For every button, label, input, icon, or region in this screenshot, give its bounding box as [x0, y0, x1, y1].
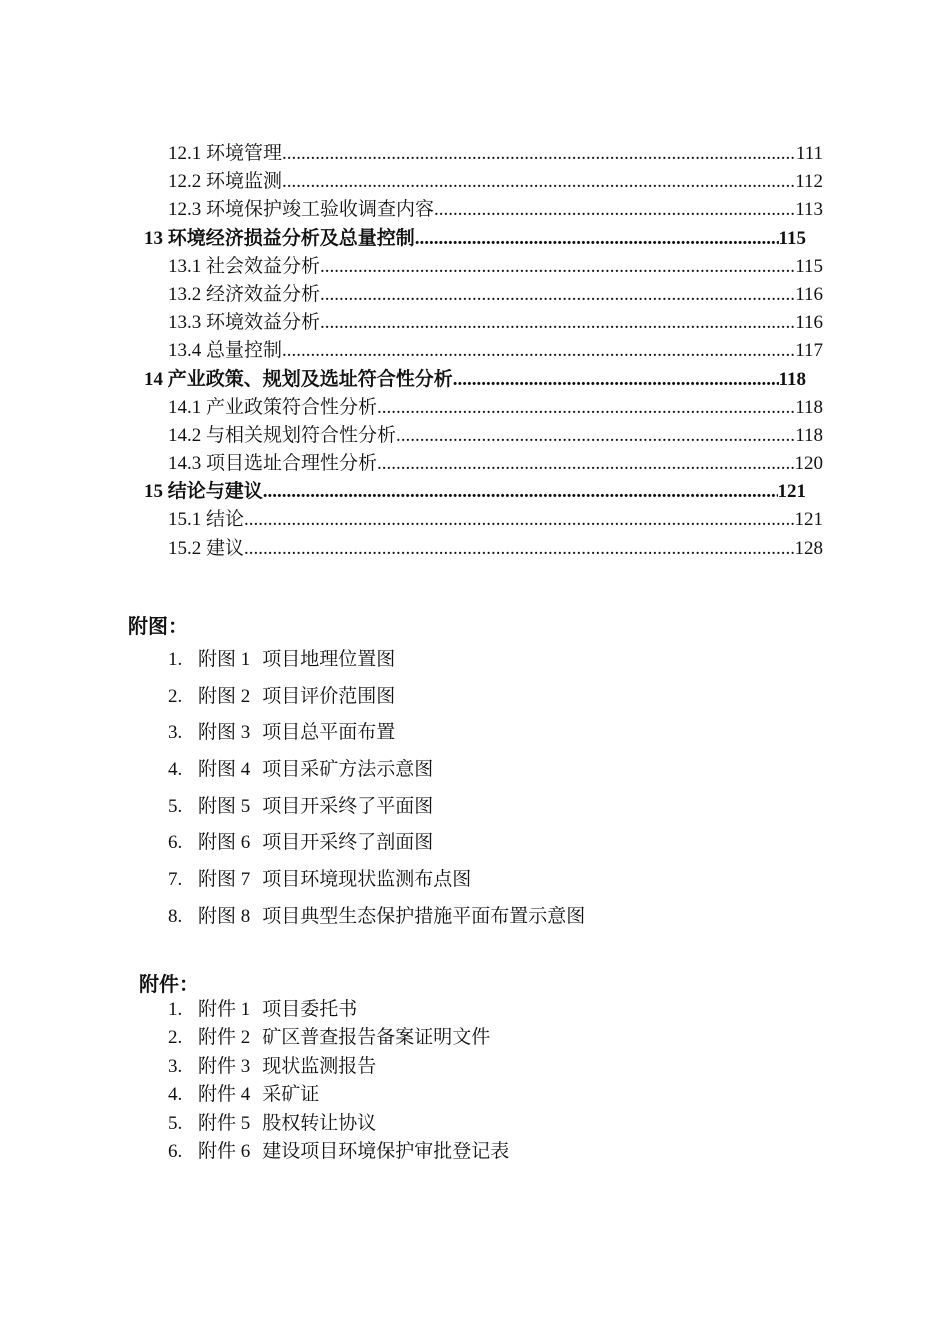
figure-list-item	[168, 825, 585, 862]
figure-list-item	[168, 752, 585, 789]
toc-chapter-entry[interactable]	[144, 225, 806, 253]
toc-dot-leader	[244, 506, 794, 534]
list-label: 附图 5	[198, 795, 251, 817]
toc-dot-leader	[377, 450, 794, 478]
toc-section-entry[interactable]	[168, 422, 823, 450]
toc-entry-title: 14.3 项目选址合理性分析	[168, 453, 378, 475]
toc-section-entry[interactable]	[168, 253, 823, 281]
list-title: 建设项目环境保护审批登记表	[262, 1140, 510, 1162]
list-number: 2.	[168, 1027, 183, 1049]
toc-entry-title: 12.1 环境管理	[168, 143, 283, 164]
list-number: 3.	[168, 1055, 183, 1077]
toc-dot-leader	[377, 394, 795, 422]
toc-page-number: 116	[795, 283, 823, 305]
toc-dot-leader	[396, 422, 795, 450]
list-label: 附件 2	[198, 1027, 251, 1049]
toc-section-entry[interactable]	[168, 168, 823, 196]
list-title: 项目评价范围图	[262, 685, 396, 707]
toc-section-entry[interactable]	[168, 309, 823, 337]
figure-list-item	[168, 862, 585, 899]
list-number: 6.	[168, 1140, 183, 1162]
toc-entry-title: 13.4 总量控制	[168, 340, 283, 362]
figure-list-item	[168, 679, 585, 716]
toc-entry-title: 13.1 社会效益分析	[168, 255, 321, 277]
attachment-list-item	[168, 1053, 509, 1081]
toc-entry-title: 12.3 环境保护竣工验收调查内容	[168, 199, 435, 221]
list-number: 5.	[168, 795, 183, 817]
toc-section-entry[interactable]	[168, 337, 823, 365]
attachment-list-item	[168, 996, 509, 1024]
toc-entry-title: 14.1 产业政策符合性分析	[168, 396, 378, 418]
toc-chapter-entry[interactable]	[144, 478, 806, 506]
list-label: 附图 3	[198, 722, 251, 744]
toc-section-entry[interactable]	[168, 140, 823, 168]
toc-entry-title: 14.2 与相关规划符合性分析	[168, 424, 397, 446]
toc-entry-title: 13 环境经济损益分析及总量控制	[144, 227, 415, 249]
list-title: 项目典型生态保护措施平面布置示意图	[262, 905, 586, 927]
toc-page-number: 115	[778, 227, 806, 249]
list-label: 附图 6	[198, 832, 251, 854]
list-number: 2.	[168, 685, 183, 707]
toc-section-entry[interactable]	[168, 535, 823, 563]
list-title: 项目总平面布置	[262, 722, 396, 744]
toc-page-number: 121	[794, 509, 823, 531]
figures-heading: 附图：	[128, 616, 188, 638]
toc-page-number: 118	[795, 424, 823, 446]
table-of-contents	[0, 140, 950, 563]
toc-entry-title: 13.2 经济效益分析	[168, 283, 321, 305]
toc-page-number: 116	[795, 312, 823, 334]
toc-section-entry[interactable]	[168, 196, 823, 224]
list-number: 1.	[168, 649, 183, 670]
toc-page-number: 113	[795, 199, 823, 221]
toc-page-number: 120	[794, 453, 823, 475]
figure-list-item	[168, 715, 585, 752]
list-title: 项目开采终了剖面图	[262, 832, 434, 854]
toc-page-number: 121	[777, 481, 806, 503]
list-label: 附图 1	[198, 649, 251, 670]
list-title: 现状监测报告	[262, 1055, 377, 1077]
list-number: 1.	[168, 999, 183, 1020]
attachments-heading: 附件：	[139, 974, 199, 996]
list-label: 附件 6	[198, 1140, 251, 1162]
list-label: 附件 5	[198, 1112, 251, 1134]
toc-section-entry[interactable]	[168, 450, 823, 478]
attachments-list	[168, 996, 509, 1166]
toc-page-number: 128	[794, 537, 823, 559]
toc-dot-leader	[282, 337, 795, 365]
list-number: 6.	[168, 832, 183, 854]
toc-dot-leader	[320, 309, 795, 337]
list-title: 项目委托书	[262, 999, 358, 1020]
list-number: 8.	[168, 905, 183, 927]
toc-dot-leader	[263, 478, 778, 506]
toc-page-number: 118	[778, 368, 806, 390]
list-label: 附图 7	[198, 869, 251, 891]
figure-list-item	[168, 642, 585, 679]
toc-entry-title: 14 产业政策、规划及选址符合性分析	[144, 368, 453, 390]
list-title: 采矿证	[262, 1084, 320, 1106]
toc-page-number: 118	[795, 396, 823, 418]
toc-chapter-entry[interactable]	[144, 366, 806, 394]
figure-list-item	[168, 789, 585, 826]
list-title: 项目开采终了平面图	[262, 795, 434, 817]
attachment-list-item	[168, 1110, 509, 1138]
toc-entry-title: 12.2 环境监测	[168, 171, 283, 193]
toc-section-entry[interactable]	[168, 394, 823, 422]
attachment-list-item	[168, 1081, 509, 1109]
list-label: 附图 2	[198, 685, 251, 707]
toc-entry-title: 15.2 建议	[168, 537, 245, 559]
list-number: 5.	[168, 1112, 183, 1134]
list-title: 股权转让协议	[262, 1112, 377, 1134]
list-title: 项目地理位置图	[262, 649, 396, 670]
figure-list-item	[168, 899, 585, 936]
toc-entry-title: 13.3 环境效益分析	[168, 312, 321, 334]
toc-dot-leader	[434, 196, 795, 224]
toc-dot-leader	[282, 140, 796, 168]
toc-section-entry[interactable]	[168, 506, 823, 534]
toc-page-number: 111	[795, 143, 823, 164]
toc-entry-title: 15.1 结论	[168, 509, 245, 531]
list-label: 附件 1	[198, 999, 251, 1020]
toc-page-number: 117	[795, 340, 823, 362]
attachment-list-item	[168, 1024, 509, 1052]
toc-dot-leader	[320, 253, 795, 281]
figures-list	[168, 642, 585, 936]
list-title: 项目采矿方法示意图	[262, 759, 434, 781]
toc-dot-leader	[453, 366, 779, 394]
list-number: 4.	[168, 759, 183, 781]
toc-page-number: 115	[795, 255, 823, 277]
toc-dot-leader	[415, 225, 779, 253]
toc-section-entry[interactable]	[168, 281, 823, 309]
list-number: 4.	[168, 1084, 183, 1106]
list-number: 7.	[168, 869, 183, 891]
list-title: 项目环境现状监测布点图	[262, 869, 472, 891]
list-label: 附件 4	[198, 1084, 251, 1106]
list-title: 矿区普查报告备案证明文件	[262, 1027, 491, 1049]
list-number: 3.	[168, 722, 183, 744]
attachment-list-item	[168, 1138, 509, 1166]
toc-entry-title: 15 结论与建议	[144, 481, 263, 503]
toc-page-number: 112	[795, 171, 823, 193]
list-label: 附图 4	[198, 759, 251, 781]
toc-dot-leader	[320, 281, 795, 309]
list-label: 附图 8	[198, 905, 251, 927]
toc-dot-leader	[244, 535, 794, 563]
toc-dot-leader	[282, 168, 795, 196]
list-label: 附件 3	[198, 1055, 251, 1077]
